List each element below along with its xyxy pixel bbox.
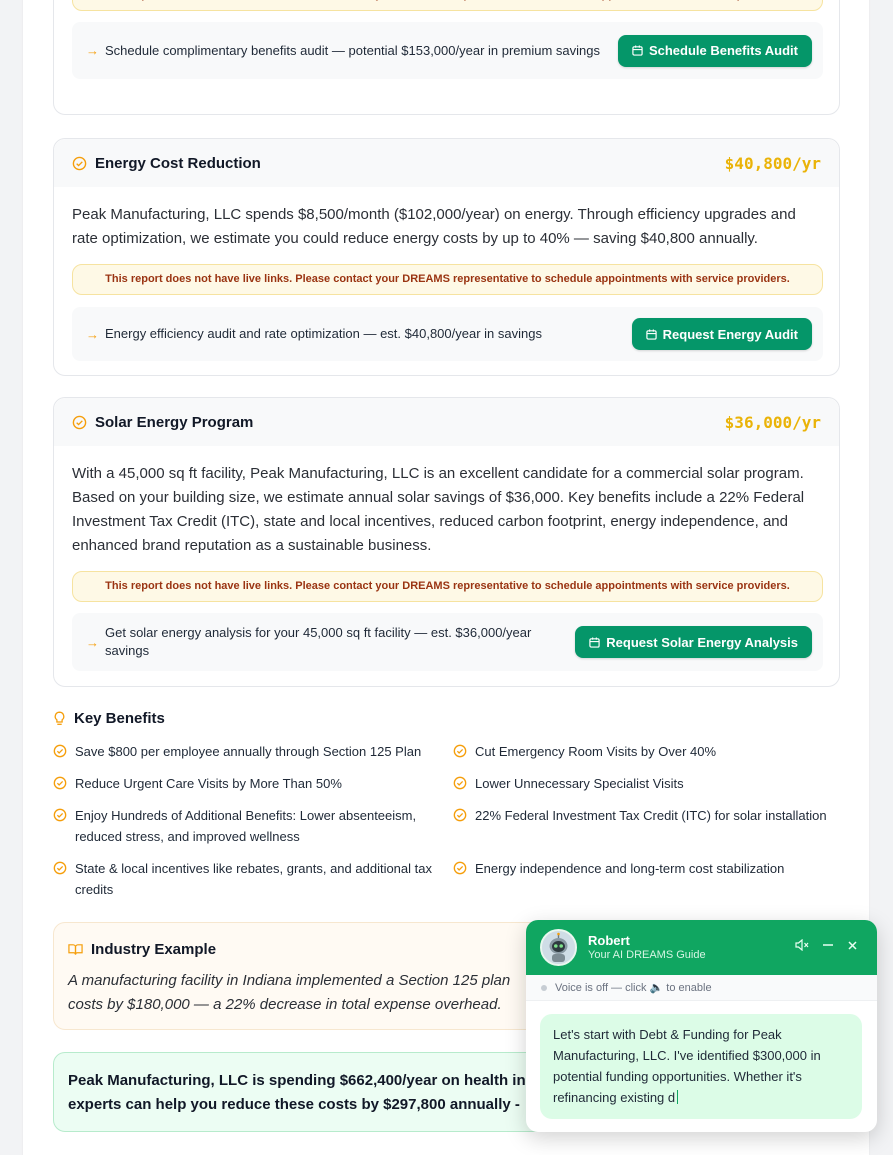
benefit-item (453, 805, 853, 826)
robot-icon (542, 931, 575, 964)
typing-caret (677, 1090, 678, 1104)
savings-amount: $36,000/yr (724, 412, 821, 432)
benefit-text: Enjoy Hundreds of Additional Benefits: Lower absenteeism, reduced stress, and improved wellness (75, 808, 417, 844)
arrow-right-icon: → (86, 43, 99, 58)
card-body (54, 446, 839, 573)
guide-subtitle: Your AI DREAMS Guide (588, 949, 706, 961)
check-badge-icon (72, 415, 87, 430)
benefit-item (453, 741, 843, 762)
button-label: Request Energy Audit (662, 326, 798, 342)
calendar-icon (646, 329, 657, 340)
arrow-right-icon: → (86, 326, 99, 342)
open-book-icon (68, 943, 83, 956)
card-header (54, 139, 839, 187)
guide-name: Robert (588, 933, 630, 948)
card-body (54, 187, 839, 266)
minimize-icon[interactable] (820, 939, 836, 955)
benefit-text: State & local incentives like rebates, grants, and additional tax credits (75, 861, 432, 897)
schedule-benefits-audit-button[interactable] (618, 35, 812, 67)
benefit-text: Energy independence and long-term cost stabilization (475, 861, 785, 876)
lightbulb-icon (53, 711, 66, 726)
button-label: Request Solar Energy Analysis (606, 634, 798, 650)
ai-guide-chat-widget (526, 920, 877, 1132)
check-badge-icon (53, 744, 67, 758)
calendar-icon (632, 45, 643, 56)
card-header (54, 398, 839, 446)
no-live-links-notice (72, 0, 823, 11)
calendar-icon (589, 637, 600, 648)
benefits-audit-card (53, 0, 840, 115)
action-text: Get solar energy analysis for your 45,000 sq ft facility — est. $36,000/year savings (105, 625, 532, 658)
check-badge-icon (453, 776, 467, 790)
action-text: Schedule complimentary benefits audit — potential $153,000/year in premium savings (105, 42, 600, 58)
card-description: Peak Manufacturing, LLC spends $8,500/month ($102,000/year) on energy. Through efficiency upgrades and rate optimization, we estimate you could reduce energy costs by up to 40% — saving $40,800 annually. (72, 206, 796, 247)
card-description: With a 45,000 sq ft facility, Peak Manufacturing, LLC is an excellent candidate for a commercial solar program. Based on your building size, we estimate annual solar savings of $36,000. Key benefits include a 22% Federal Investment Tax Credit (ITC), state and local incentives, reduced carbon footprint, energy independence, and enhanced brand reputation as a sustainable business. (72, 465, 805, 554)
action-text: Energy efficiency audit and rate optimization — est. $40,800/year in savings (105, 326, 542, 341)
summary-text: Peak Manufacturing, LLC is spending $662,400/year on health in experts can help you reduce these costs by $297,800 annually - (68, 1072, 526, 1113)
voice-status-bar[interactable] (526, 975, 877, 1001)
message-text: Let's start with Debt & Funding for Peak Manufacturing, LLC. I've identified $300,000 in potential funding opportunities. Whether it's refinancing existing d (553, 1027, 821, 1105)
button-label: Schedule Benefits Audit (648, 43, 798, 58)
mute-icon[interactable] (794, 939, 810, 955)
request-solar-analysis-button[interactable] (575, 626, 812, 658)
request-energy-audit-button[interactable] (632, 318, 812, 350)
card-title: Energy Cost Reduction (95, 154, 261, 172)
check-badge-icon (53, 776, 67, 790)
benefits-audit-action (72, 22, 823, 79)
benefit-text: Save $800 per employee annually through Section 125 Plan (75, 744, 422, 759)
check-badge-icon (453, 861, 467, 875)
arrow-right-icon: → (86, 634, 99, 650)
key-benefits-title: Key Benefits (74, 710, 165, 727)
energy-audit-action (72, 307, 823, 361)
benefit-text: Lower Unnecessary Specialist Visits (475, 776, 684, 791)
industry-example-title: Industry Example (91, 941, 217, 958)
benefit-text: Cut Emergency Room Visits by Over 40% (475, 744, 717, 759)
benefit-text: Reduce Urgent Care Visits by More Than 50% (75, 776, 342, 791)
close-icon[interactable] (844, 939, 860, 955)
voice-status-dot (541, 985, 547, 991)
check-badge-icon (53, 808, 67, 822)
check-badge-icon (72, 156, 87, 171)
assistant-message (540, 1014, 862, 1119)
savings-amount: $40,800/yr (724, 153, 821, 173)
benefit-item (53, 858, 438, 900)
check-badge-icon (453, 808, 467, 822)
benefit-item (53, 805, 438, 847)
check-badge-icon (453, 744, 467, 758)
robot-avatar (540, 929, 577, 966)
benefit-text: 22% Federal Investment Tax Credit (ITC) for solar installation (475, 808, 827, 823)
benefit-item (453, 858, 843, 879)
no-live-links-notice: This report does not have live links. Please contact your DREAMS representative to schedule appointments with service providers. (72, 571, 823, 602)
benefit-item (453, 773, 843, 794)
solar-analysis-action (72, 613, 823, 671)
industry-example-text: A manufacturing facility in Indiana implemented a Section 125 plan costs by $180,000 — a 22% decrease in total expense overhead. (68, 972, 511, 1013)
energy-cost-card (53, 138, 840, 376)
benefit-item (53, 773, 438, 794)
solar-energy-card (53, 397, 840, 687)
industry-example-heading (68, 941, 216, 958)
voice-status-text: Voice is off — click 🔈 to enable (555, 982, 712, 994)
check-badge-icon (53, 861, 67, 875)
chat-header (526, 920, 877, 975)
benefit-item (53, 741, 438, 762)
key-benefits-heading (53, 710, 165, 727)
card-title: Solar Energy Program (95, 413, 254, 431)
no-live-links-notice: This report does not have live links. Please contact your DREAMS representative to schedule appointments with service providers. (72, 264, 823, 295)
